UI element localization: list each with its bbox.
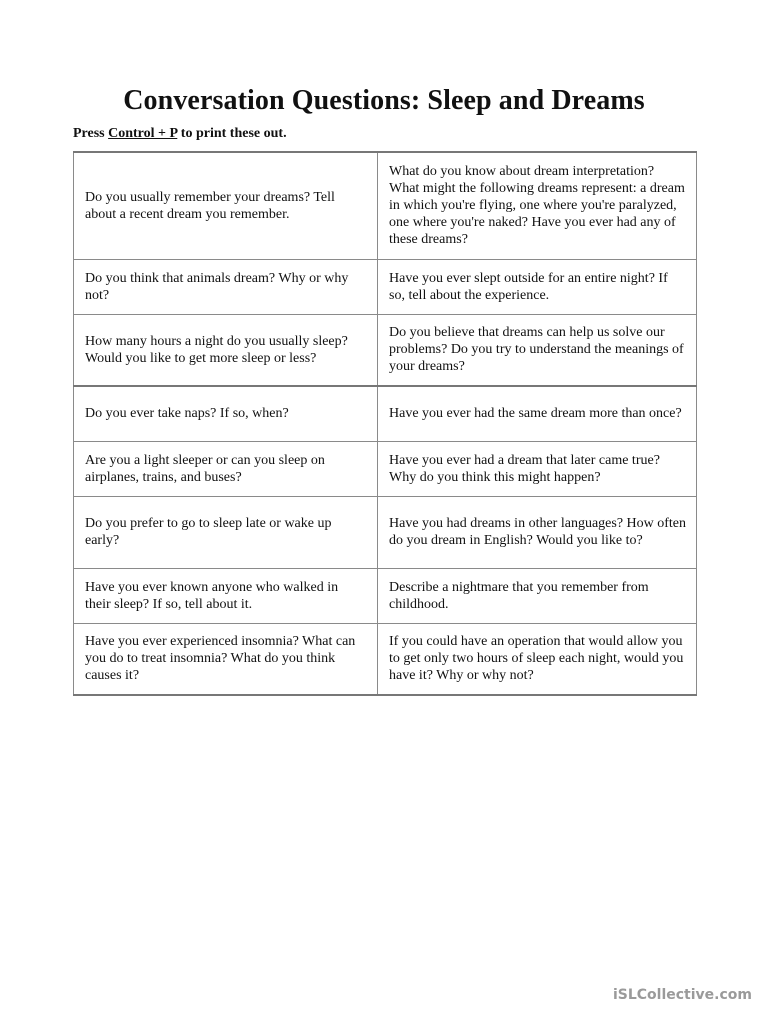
question-cell: Are you a light sleeper or can you sleep on airplanes, trains, and buses? (74, 441, 378, 496)
questions-table (73, 151, 697, 696)
question-cell: Have you ever slept outside for an entire night? If so, tell about the experience. (378, 259, 697, 314)
page-title: Conversation Questions: Sleep and Dreams (123, 85, 645, 116)
question-cell: Have you ever had a dream that later came true? Why do you think this might happen? (378, 441, 697, 496)
print-instruction (73, 125, 287, 143)
instruction-suffix: to print these out. (177, 126, 287, 141)
question-cell: If you could have an operation that would allow you to get only two hours of sleep each night, would you have it? Why or why not? (378, 623, 697, 695)
question-cell: Do you usually remember your dreams? Tell about a recent dream you remember. (74, 152, 378, 259)
question-cell: Do you believe that dreams can help us solve our problems? Do you try to understand the meanings of your dreams? (378, 314, 697, 386)
table-row (74, 496, 697, 568)
question-cell: Describe a nightmare that you remember from childhood. (378, 568, 697, 623)
question-cell: How many hours a night do you usually sleep? Would you like to get more sleep or less? (74, 314, 378, 386)
keyboard-shortcut: Control + P (108, 126, 178, 141)
table-row (74, 623, 697, 695)
question-cell: Do you ever take naps? If so, when? (74, 386, 378, 441)
question-cell: Do you think that animals dream? Why or why not? (74, 259, 378, 314)
question-cell: Do you prefer to go to sleep late or wake up early? (74, 496, 378, 568)
table-row (74, 568, 697, 623)
table-row (74, 386, 697, 441)
question-cell: Have you ever known anyone who walked in their sleep? If so, tell about it. (74, 568, 378, 623)
question-cell: Have you ever had the same dream more than once? (378, 386, 697, 441)
question-cell: What do you know about dream interpretation? What might the following dreams represent: a dream in which you're flying, one where you're paralyzed, one where you're naked? Have you ever had any of these dreams? (378, 152, 697, 259)
question-cell: Have you ever experienced insomnia? What can you do to treat insomnia? What do you think causes it? (74, 623, 378, 695)
table-row (74, 314, 697, 386)
table-row (74, 259, 697, 314)
question-cell: Have you had dreams in other languages? How often do you dream in English? Would you like to? (378, 496, 697, 568)
table-row (74, 441, 697, 496)
table-row (74, 152, 697, 259)
watermark: iSLCollective.com (612, 987, 752, 1003)
instruction-prefix: Press (73, 126, 109, 141)
